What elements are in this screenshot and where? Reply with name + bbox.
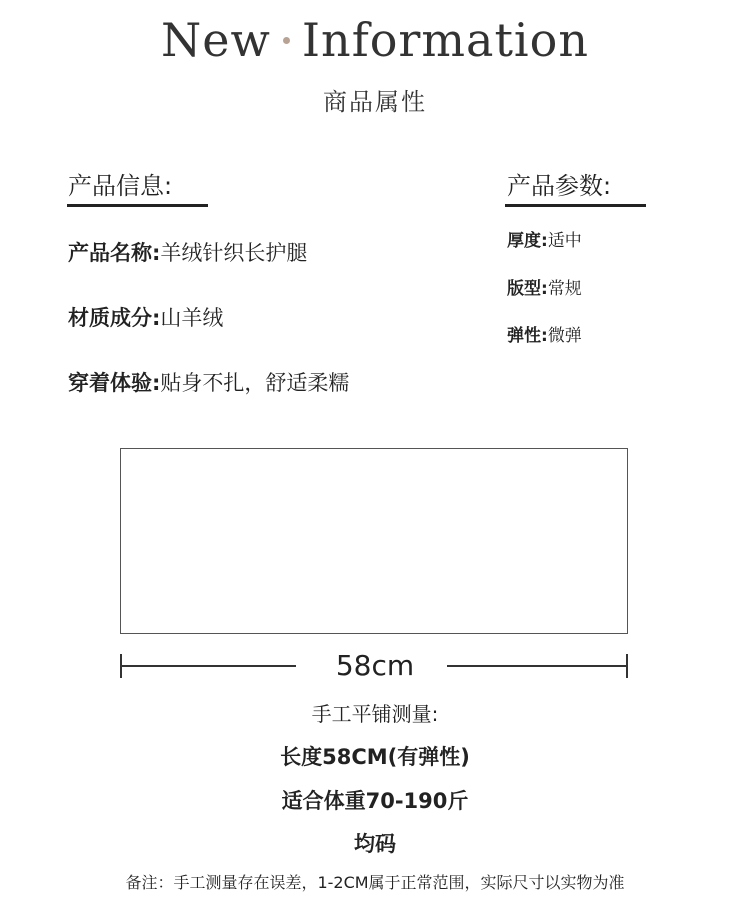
measurement-fit-weight: 适合体重70-190斤 <box>281 789 469 813</box>
info-label: 材质成分: <box>68 306 161 330</box>
measurement-length: 长度58CM(有弹性) <box>280 745 470 769</box>
page-title <box>0 8 750 72</box>
title-right: Information <box>301 13 589 67</box>
param-label: 弹性: <box>507 326 548 346</box>
param-label: 版型: <box>507 279 548 299</box>
dimension-width-label: 58cm <box>335 649 415 682</box>
info-label: 穿着体验: <box>68 371 161 395</box>
product-params-underline <box>505 204 646 207</box>
info-value: 羊绒针织长护腿 <box>160 241 308 265</box>
title-dot-separator <box>283 37 290 44</box>
product-outline-diagram <box>120 448 628 634</box>
param-row-thickness <box>507 229 582 253</box>
measurement-size: 均码 <box>354 832 396 856</box>
param-row-elasticity <box>507 324 582 348</box>
title-left: New <box>161 13 271 67</box>
footer-note: 备注：手工测量存在误差，1-2CM属于正常范围，实际尺寸以实物为准 <box>125 873 625 892</box>
info-row-experience <box>68 368 349 398</box>
info-value: 贴身不扎，舒适柔糯 <box>160 371 350 395</box>
info-value: 山羊绒 <box>160 306 224 330</box>
param-value: 微弹 <box>547 326 582 346</box>
info-label: 产品名称: <box>68 241 161 265</box>
info-row-material <box>68 303 223 333</box>
product-params-heading: 产品参数: <box>507 172 612 200</box>
measurement-method: 手工平铺测量: <box>311 702 439 726</box>
dimension-tick-right <box>626 654 628 678</box>
info-row-name <box>68 238 307 268</box>
param-row-fit <box>507 277 582 301</box>
param-label: 厚度: <box>507 231 548 251</box>
product-info-heading: 产品信息: <box>68 172 173 200</box>
param-value: 适中 <box>547 231 582 251</box>
dimension-line-right <box>447 665 627 667</box>
page-subtitle: 商品属性 <box>323 88 427 116</box>
param-value: 常规 <box>547 279 582 299</box>
product-info-underline <box>67 204 208 207</box>
